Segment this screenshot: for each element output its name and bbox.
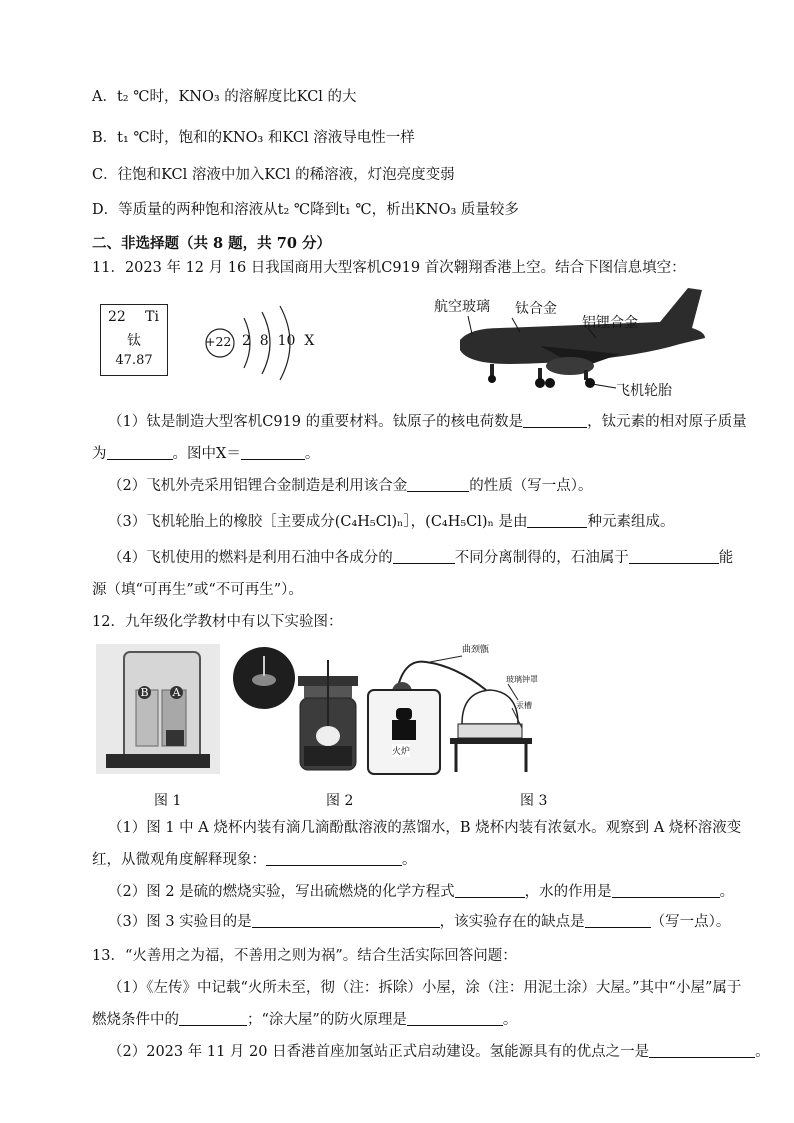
- q11-p4-line1: （4）飞机使用的燃料是利用石油中各成分的 不同分离制得的，石油属于 能: [108, 550, 734, 566]
- answer-blank[interactable]: [527, 513, 587, 528]
- q12-p1-line2: 红，从微观角度解释现象： 。: [92, 852, 417, 868]
- atomic-number: 22: [108, 309, 126, 325]
- answer-blank[interactable]: [252, 913, 440, 928]
- caption-fig2: 图 2: [326, 793, 354, 809]
- q11-p1-line2: 为 。图中X＝ 。: [92, 446, 320, 462]
- answer-blank[interactable]: [107, 445, 173, 460]
- beaker-a-label: A: [170, 686, 183, 699]
- caption-fig1: 图 1: [154, 793, 182, 809]
- q13-p1-line1: （1）《左传》中记载“火所未至，彻（注：拆除）小屋，涂（注：用泥土涂）大屋。”其中“小屋”属于: [108, 980, 742, 996]
- label-retort: 曲颈甑: [462, 645, 490, 655]
- q12-p3: （3）图 3 实验目的是 ，该实验存在的缺点是 （写一点）。: [108, 914, 731, 930]
- answer-blank[interactable]: [523, 413, 587, 428]
- answer-blank[interactable]: [407, 1011, 503, 1026]
- q11-p3: （3）飞机轮胎上的橡胶［主要成分(C₄H₅Cl)ₙ］，(C₄H₅Cl)ₙ 是由 种元素组成。: [108, 514, 675, 530]
- label-aviation-glass: 航空玻璃: [434, 299, 490, 315]
- answer-blank[interactable]: [179, 1011, 247, 1026]
- q11-stem: 11．2023 年 12 月 16 日我国商用大型客机C919 首次翱翔香港上空。结合下图信息填空：: [92, 260, 686, 276]
- option-a: A．t₂ ℃时，KNO₃ 的溶解度比KCl 的大: [92, 89, 357, 105]
- atom-structure-diagram: [200, 300, 320, 386]
- answer-blank[interactable]: [649, 1043, 755, 1058]
- atomic-mass: 47.87: [115, 353, 153, 368]
- shell-electrons: 2 8 10 X: [242, 333, 315, 349]
- label-furnace: 火炉: [392, 744, 410, 757]
- caption-fig3: 图 3: [520, 793, 548, 809]
- answer-blank[interactable]: [612, 883, 720, 898]
- answer-blank[interactable]: [585, 913, 651, 928]
- beaker-b-label: B: [138, 686, 151, 699]
- c919-airplane-picture: [420, 288, 720, 399]
- q13-p1-line2: 燃烧条件中的 ；“涂大屋”的防火原理是 。: [92, 1012, 518, 1028]
- answer-blank[interactable]: [241, 445, 305, 460]
- answer-blank[interactable]: [629, 549, 719, 564]
- label-bell-jar: 玻璃钟罩: [506, 675, 538, 684]
- label-titanium-alloy: 钛合金: [515, 301, 557, 317]
- option-c: C．往饱和KCl 溶液中加入KCl 的稀溶液，灯泡亮度变弱: [92, 167, 455, 183]
- label-mercury-trough: 汞槽: [516, 701, 532, 710]
- q11-p2: （2）飞机外壳采用铝锂合金制造是利用该合金 的性质（写一点）。: [108, 478, 593, 494]
- section-header: 二、非选择题（共 8 题，共 70 分）: [92, 235, 331, 252]
- q13-stem: 13．“火善用之为福，不善用之则为祸”。结合生活实际回答问题：: [92, 948, 517, 964]
- option-d: D．等质量的两种饱和溶液从t₂ ℃降到t₁ ℃，析出KNO₃ 质量较多: [92, 202, 519, 218]
- q12-stem: 12．九年级化学教材中有以下实验图：: [92, 614, 343, 630]
- label-tire: 飞机轮胎: [616, 383, 672, 399]
- answer-blank[interactable]: [407, 477, 469, 492]
- figure-3-apparatus: [366, 640, 546, 776]
- q12-p2: （2）图 2 是硫的燃烧实验，写出硫燃烧的化学方程式 ，水的作用是 。: [108, 884, 735, 900]
- q13-p2: （2）2023 年 11 月 20 日香港首座加氢站正式启动建设。氢能源具有的优点之一是 。: [108, 1044, 770, 1060]
- figure-1-beaker: [96, 644, 220, 774]
- figure-2-sulfur-combustion: [232, 646, 362, 774]
- q11-p1-line1: （1）钛是制造大型客机C919 的重要材料。钛原子的核电荷数是 ，钛元素的相对原子质量: [108, 414, 747, 430]
- answer-blank[interactable]: [393, 549, 455, 564]
- sulfur-combustion-icon: [232, 646, 362, 774]
- element-symbol: Ti: [145, 309, 159, 325]
- q12-p1-line1: （1）图 1 中 A 烧杯内装有滴几滴酚酞溶液的蒸馏水，B 烧杯内装有浓氨水。观察到 A 烧杯溶液变: [108, 820, 742, 836]
- element-name: 钛: [127, 333, 141, 349]
- option-b: B．t₁ ℃时，饱和的KNO₃ 和KCl 溶液导电性一样: [92, 130, 415, 146]
- label-al-li-alloy: 铝锂合金: [582, 315, 638, 331]
- q11-p4-line2: 源（填“可再生”或“不可再生”）。: [92, 582, 303, 598]
- element-tile: [100, 304, 168, 376]
- answer-blank[interactable]: [266, 851, 402, 866]
- answer-blank[interactable]: [455, 883, 525, 898]
- nucleus-charge: +22: [205, 334, 232, 349]
- beaker-icon: [96, 644, 220, 774]
